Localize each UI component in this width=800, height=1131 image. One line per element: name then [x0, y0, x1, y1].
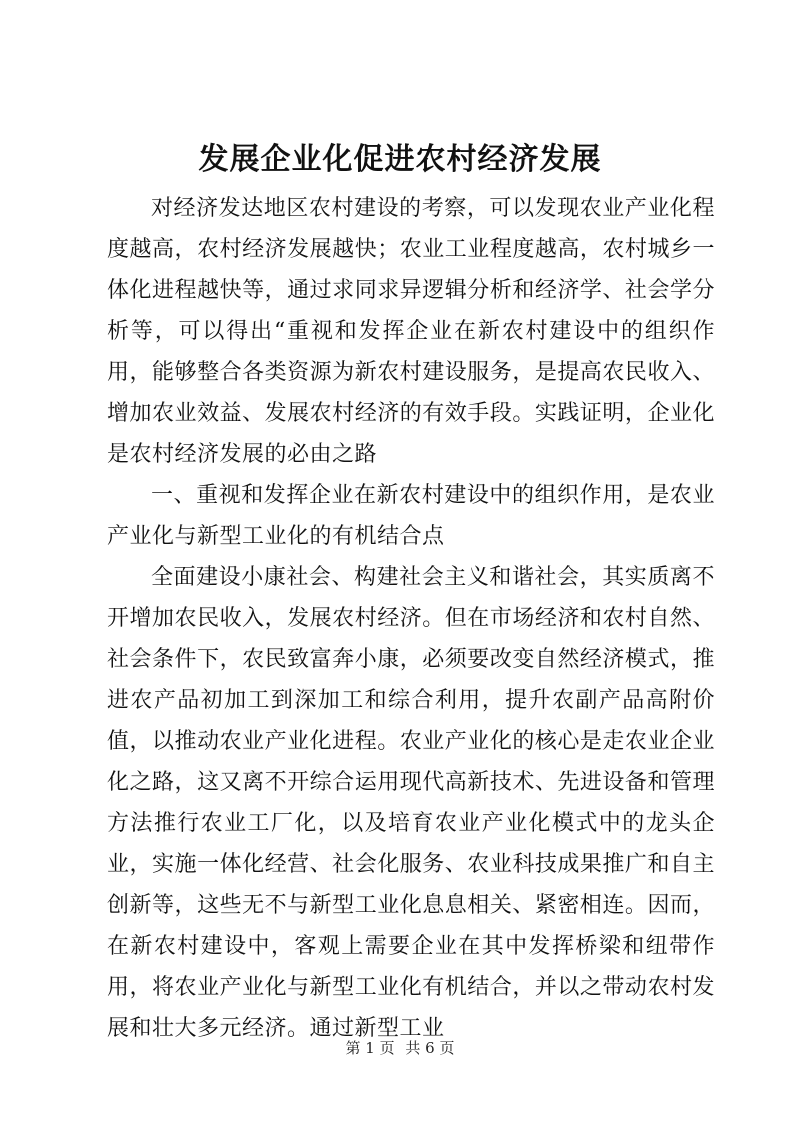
- document-title: 发展企业化促进农村经济发展: [198, 142, 602, 177]
- section-heading-one: 一、重视和发挥企业在新农村建设中的组织作用，是农业产业化与新型工业化的有机结合点: [107, 483, 715, 549]
- paragraph-intro: 对经济发达地区农村建设的考察，可以发现农业产业化程度越高，农村经济发展越快；农业工业程度越高，农村城乡一体化进程越快等，通过求同求异逻辑分析和经济学、社会学分析等，可以得出“重视和发挥企业在新农村建设中的组织作用，能够整合各类资源为新农村建设服务，是提高农民收入、增加农业效益、发展农村经济的有效手段。实践证明，企业化是农村经济发展的必由之路: [107, 196, 715, 467]
- page-number: 第 1 页: [345, 1039, 395, 1057]
- page-footer: [0, 1038, 800, 1058]
- document-body: [107, 188, 715, 1049]
- paragraph-section-one: 全面建设小康社会、构建社会主义和谐社会，其实质离不开增加农民收入，发展农村经济。但在市场经济和农村自然、社会条件下，农民致富奔小康，必须要改变自然经济模式，推进农产品初加工到深加工和综合利用，提升农副产品高附价值，以推动农业产业化进程。农业产业化的核心是走农业企业化之路，这又离不开综合运用现代高新技术、先进设备和管理方法推行农业工厂化，以及培育农业产业化模式中的龙头企业，实施一体化经营、社会化服务、农业科技成果推广和自主创新等，这些无不与新型工业化息息相关、紧密相连。因而，在新农村建设中，客观上需要企业在其中发挥桥梁和纽带作用，将农业产业化与新型工业化有机结合，并以之带动农村发展和壮大多元经济。通过新型工业: [107, 565, 715, 1041]
- page-total: 共 6 页: [405, 1039, 455, 1057]
